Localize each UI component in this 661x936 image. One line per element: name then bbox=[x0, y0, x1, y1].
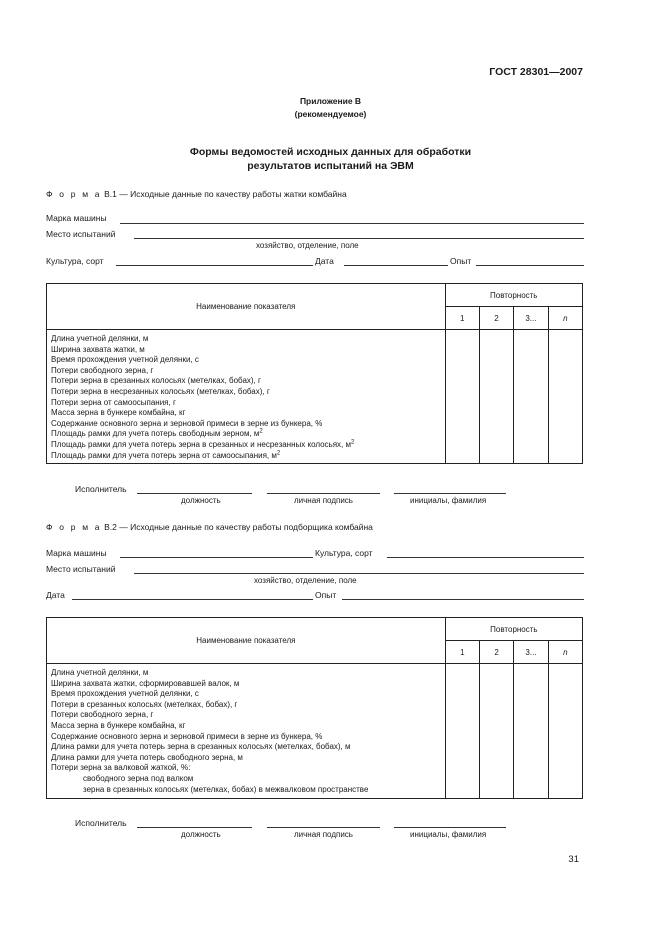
form2-executor-label: Исполнитель bbox=[75, 818, 127, 828]
form1-sign-field[interactable] bbox=[267, 493, 380, 494]
form1-title-prefix: Ф о р м а bbox=[46, 189, 102, 199]
form1-rep-col-3: 3... bbox=[514, 307, 548, 330]
standard-number: ГОСТ 28301—2007 bbox=[489, 66, 583, 78]
table-row: Время прохождения учетной делянки, с bbox=[51, 689, 199, 699]
table-row: Масса зерна в бункере комбайна, кг bbox=[51, 408, 186, 418]
table-row: Потери зерна в несрезанных колосьях (метелках, бобах), г bbox=[51, 386, 270, 396]
main-title-line1: Формы ведомостей исходных данных для обработки bbox=[189, 146, 472, 158]
table-sub-row: свободного зерна под валком bbox=[83, 773, 194, 783]
table-row: Потери свободного зерна, г bbox=[51, 710, 154, 720]
table-row-text: Площадь рамки для учета потерь свободным зерном, м bbox=[51, 429, 260, 439]
form1-value-col-n[interactable] bbox=[548, 330, 582, 464]
form1-rep-col-1: 1 bbox=[445, 307, 479, 330]
appendix-title: Приложение В bbox=[299, 96, 362, 106]
form1-place-field[interactable] bbox=[134, 238, 584, 239]
main-title-line2: результатов испытаний на ЭВМ bbox=[247, 160, 414, 172]
form1-crop-field[interactable] bbox=[116, 265, 313, 266]
table-row: Длина рамки для учета потерь зерна в срезанных колосьях (метелках, бобах), м bbox=[51, 742, 351, 752]
form1-place-label: Место испытаний bbox=[46, 229, 116, 239]
form2-position-field[interactable] bbox=[137, 827, 252, 828]
form1-place-hint: хозяйство, отделение, поле bbox=[256, 241, 359, 250]
table-row: Длина учетной делянки, м bbox=[51, 668, 149, 677]
form1-value-col-2[interactable] bbox=[479, 330, 513, 464]
table-row: Длина рамки для учета потерь свободного зерна, м bbox=[51, 752, 243, 762]
form2-name-header: Наименование показателя bbox=[47, 618, 446, 664]
form1-table bbox=[46, 283, 583, 464]
form1-trial-label: Опыт bbox=[450, 256, 472, 266]
superscript: 2 bbox=[351, 439, 355, 446]
form2-place-field[interactable] bbox=[134, 573, 584, 574]
form2-place-label: Место испытаний bbox=[46, 564, 116, 574]
form2-initials-hint: инициалы, фамилия bbox=[410, 830, 487, 839]
form2-title-text: В.2 — Исходные данные по качеству работы подборщика комбайна bbox=[104, 522, 373, 532]
form2-rep-col-n: n bbox=[548, 641, 582, 664]
form2-rows-cell bbox=[47, 664, 446, 799]
form2-value-col-1[interactable] bbox=[445, 664, 479, 799]
form2-trial-label: Опыт bbox=[315, 590, 337, 600]
form2-trial-field[interactable] bbox=[342, 599, 584, 600]
table-row: Потери свободного зерна, г bbox=[51, 365, 154, 375]
table-row: Потери зерна от самоосыпания, г bbox=[51, 397, 176, 407]
table-row bbox=[51, 440, 442, 451]
form2-position-hint: должность bbox=[181, 830, 221, 839]
form1-rep-col-2: 2 bbox=[479, 307, 513, 330]
table-row: Потери зерна за валковой жаткой, %: bbox=[51, 763, 191, 773]
table-row: Содержание основного зерна и зерновой примеси в зерне из бункера, % bbox=[51, 418, 323, 428]
form1-rep-col-n: n bbox=[548, 307, 582, 330]
form2-value-col-3[interactable] bbox=[514, 664, 548, 799]
form1-value-col-1[interactable] bbox=[445, 330, 479, 464]
form2-place-hint: хозяйство, отделение, поле bbox=[254, 576, 357, 585]
form1-rows-cell bbox=[47, 330, 446, 464]
form2-machine-label: Марка машины bbox=[46, 548, 107, 558]
form2-rep-col-1: 1 bbox=[445, 641, 479, 664]
form2-machine-field[interactable] bbox=[120, 557, 313, 558]
form1-executor-label: Исполнитель bbox=[75, 484, 127, 494]
form2-value-col-2[interactable] bbox=[480, 664, 514, 799]
form1-initials-hint: инициалы, фамилия bbox=[410, 496, 487, 505]
form2-rep-col-3: 3... bbox=[514, 641, 548, 664]
table-row-text: Площадь рамки для учета потерь зерна от самоосыпания, м bbox=[51, 450, 277, 460]
form2-initials-field[interactable] bbox=[394, 827, 506, 828]
form1-position-hint: должность bbox=[181, 496, 221, 505]
superscript: 2 bbox=[276, 449, 281, 456]
table-sub-row: зерна в срезанных колосьях (метелках, бобах) в межвалковом пространстве bbox=[83, 784, 369, 794]
table-row: Масса зерна в бункере комбайна, кг bbox=[51, 720, 186, 730]
appendix-subtitle: (рекомендуемое) bbox=[294, 109, 367, 119]
form1-trial-field[interactable] bbox=[476, 265, 584, 266]
table-row bbox=[51, 451, 442, 462]
page-number: 31 bbox=[568, 854, 579, 865]
form1-position-field[interactable] bbox=[137, 493, 252, 494]
form1-date-label: Дата bbox=[315, 256, 334, 266]
table-row-text: Площадь рамки для учета потерь зерна в срезанных и несрезанных колосьях, м bbox=[51, 439, 352, 449]
form1-rep-header: Повторность bbox=[445, 284, 582, 307]
table-row: Потери зерна в срезанных колосьях (метелках, бобах), г bbox=[51, 376, 261, 386]
table-row: Содержание основного зерна и зерновой примеси в зерне из бункера, % bbox=[51, 731, 323, 741]
form2-value-col-n[interactable] bbox=[548, 664, 582, 799]
form2-sign-field[interactable] bbox=[267, 827, 380, 828]
form2-sign-hint: личная подпись bbox=[294, 830, 353, 839]
table-row: Длина учетной делянки, м bbox=[51, 334, 149, 343]
form2-table bbox=[46, 617, 583, 799]
form2-title bbox=[46, 522, 373, 532]
form2-crop-field[interactable] bbox=[387, 557, 584, 558]
form2-date-field[interactable] bbox=[72, 599, 313, 600]
form2-rep-col-2: 2 bbox=[480, 641, 514, 664]
table-row: Время прохождения учетной делянки, с bbox=[51, 355, 199, 365]
form1-machine-label: Марка машины bbox=[46, 213, 107, 223]
form1-sign-hint: личная подпись bbox=[294, 496, 353, 505]
form1-date-field[interactable] bbox=[344, 265, 448, 266]
form1-initials-field[interactable] bbox=[394, 493, 506, 494]
table-row: Ширина захвата жатки, сформировавшей валок, м bbox=[51, 678, 240, 688]
form2-crop-label: Культура, сорт bbox=[315, 548, 373, 558]
form1-title bbox=[46, 189, 347, 199]
form1-machine-field[interactable] bbox=[120, 223, 584, 224]
form1-title-text: В.1 — Исходные данные по качеству работы жатки комбайна bbox=[104, 189, 347, 199]
table-row: Ширина захвата жатки, м bbox=[51, 344, 145, 354]
form1-value-col-3[interactable] bbox=[514, 330, 548, 464]
form2-title-prefix: Ф о р м а bbox=[46, 522, 102, 532]
form2-rep-header: Повторность bbox=[445, 618, 582, 641]
superscript: 2 bbox=[259, 428, 263, 435]
form1-name-header: Наименование показателя bbox=[47, 284, 446, 330]
table-row: Потери в срезанных колосьях (метелках, бобах), г bbox=[51, 699, 238, 709]
table-row bbox=[51, 429, 442, 440]
form2-date-label: Дата bbox=[46, 590, 65, 600]
form1-crop-label: Культура, сорт bbox=[46, 256, 104, 266]
